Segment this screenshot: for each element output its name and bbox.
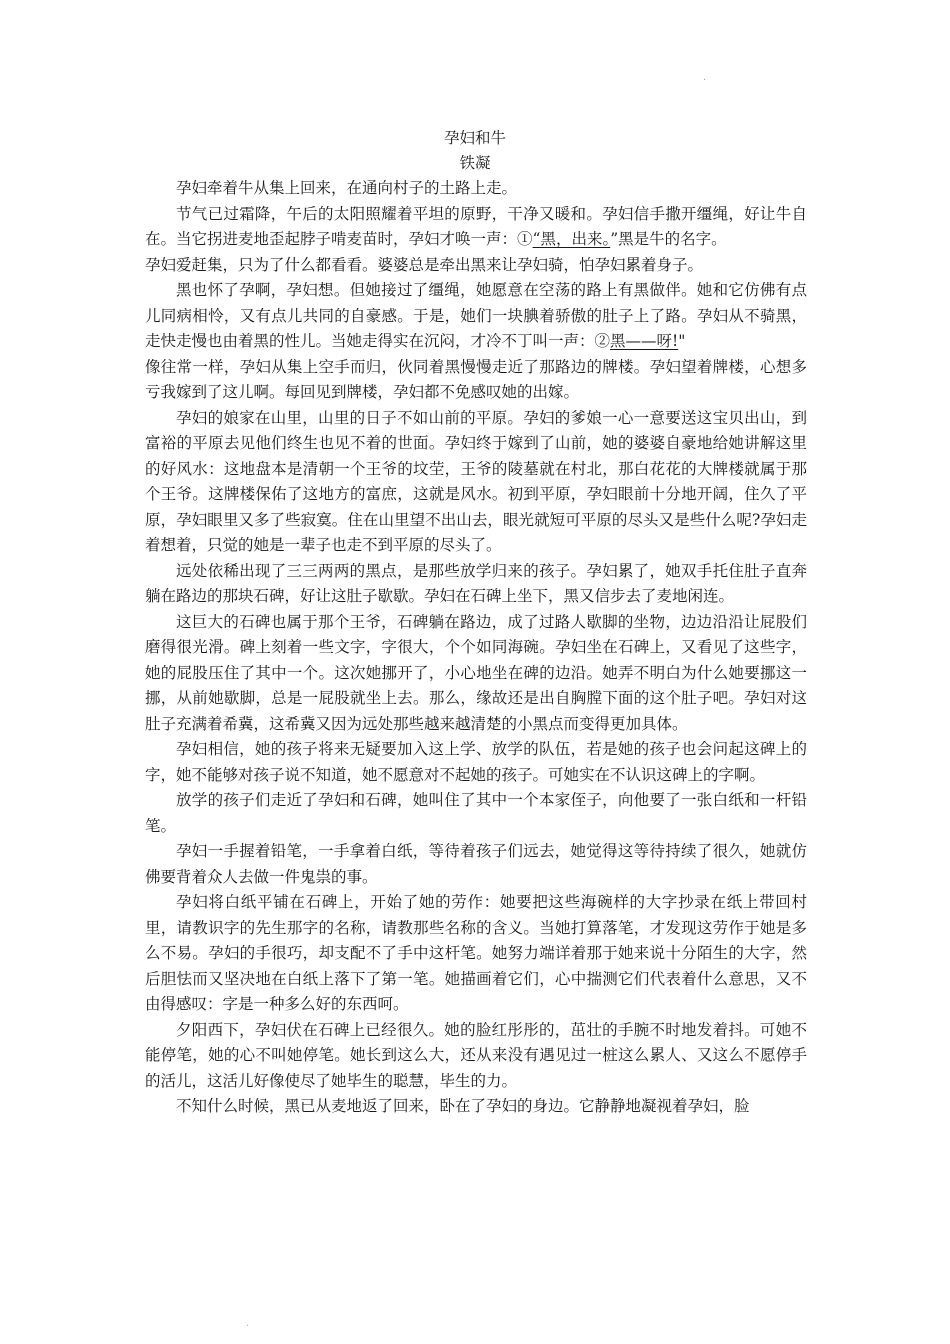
- paragraph: [145, 788, 807, 839]
- paragraph: [145, 253, 807, 279]
- paragraph: [145, 1094, 807, 1120]
- underlined-quote: 黑——呀!: [610, 332, 679, 350]
- paragraph: [145, 890, 807, 1018]
- paragraph-text: 放学的孩子们走近了孕妇和石碑，她叫住了其中一个本家侄子，向他要了一张白纸和一杆铅笔。: [145, 791, 807, 835]
- paragraph-text: 节气已过霜降，午后的太阳照耀着平坦的原野，干净又暖和。孕妇信手撒开缰绳，好让牛自在。当它拐进麦地歪起脖子啃麦苗时，孕妇才唤一声：①: [145, 204, 807, 248]
- paragraph: [145, 278, 807, 355]
- article-body: [145, 176, 807, 1120]
- paragraph-text: 远处依稀出现了三三两两的黑点，是那些放学归来的孩子。孕妇累了，她双手托住肚子直奔躺在路边的那块石碑，好让这肚子歇歇。孕妇在石碑上坐下，黑又信步去了麦地闲连。: [145, 561, 807, 605]
- paragraph-text: 孕妇一手握着铅笔，一手拿着白纸，等待着孩子们远去，她觉得这等待持续了很久，她就仿佛要背着众人去做一件鬼祟的事。: [145, 842, 807, 886]
- paragraph-text: 夕阳西下，孕妇伏在石碑上已经很久。她的脸红彤彤的，茁壮的手腕不时地发着抖。可她不能停笔，她的心不叫她停笔。她长到这么大，还从来没有遇见过一桩这么累人、又这么不愿停手的活儿，这活儿好像使尽了她毕生的聪慧，毕生的力。: [145, 1020, 807, 1090]
- paragraph-text: ”黑是牛的名字。: [610, 230, 727, 248]
- paragraph: [145, 559, 807, 610]
- paragraph-text: 孕妇相信，她的孩子将来无疑要加入这上学、放学的队伍，若是她的孩子也会问起这碑上的字，她不能够对孩子说不知道，她不愿意对不起她的孩子。可她实在不认识这碑上的字啊。: [145, 740, 807, 784]
- paragraph-text: 孕妇牵着牛从集上回来，在通向村子的土路上走。: [176, 179, 518, 197]
- paragraph-text: ": [678, 332, 686, 350]
- paragraph: [145, 737, 807, 788]
- paragraph-text: 孕妇将白纸平铺在石碑上，开始了她的劳作：她要把这些海碗样的大字抄录在纸上带回村里，请教识字的先生那字的名称，请教那些名称的含义。当她打算落笔，才发现这劳作于她是多么不易。孕妇的手很巧，却支配不了手中这杆笔。她努力端详着那于她来说十分陌生的大字，然后胆怯而又坚决地在白纸上落下了第一笔。她描画着它们，心中揣测它们代表着什么意思，又不由得感叹：字是一种多么好的东西呵。: [145, 893, 807, 1013]
- paragraph: [145, 406, 807, 559]
- paragraph-text: 像往常一样，孕妇从集上空手而归，伙同着黑慢慢走近了那路边的牌楼。孕妇望着牌楼，心想多亏我嫁到了这儿啊。每回见到牌楼，孕妇都不免感叹她的出嫁。: [145, 357, 807, 401]
- paragraph: [145, 176, 807, 202]
- corner-mark: .: [703, 72, 707, 83]
- paragraph: [145, 202, 807, 253]
- underlined-quote: “黑，出来。: [532, 230, 611, 248]
- paragraph-text: 孕妇爱赶集，只为了什么都看看。婆婆总是牵出黑来让孕妇骑，怕孕妇累着身子。: [145, 255, 704, 274]
- paragraph-text: 这巨大的石碑也属于那个王爷，石碑躺在路边，成了过路人歇脚的坐物，边边沿沿让屁股们磨得很光滑。碑上刻着一些文字，字很大，个个如同海碗。孕妇坐在石碑上，又看见了这些字，她的屁股压住了其中一个。这次她挪开了，小心地坐在碑的边沿。她弄不明白为什么她要挪这一挪，从前她歇脚，总是一屁股就坐上去。那么，缘故还是出自胸膛下面的这个肚子吧。孕妇对这肚子充满着希冀，这希冀又因为远处那些越来越清楚的小黑点而变得更加具体。: [145, 612, 807, 733]
- paragraph: [145, 839, 807, 890]
- paragraph: [145, 1018, 807, 1095]
- paragraph-text: 黑也怀了孕啊，孕妇想。但她接过了缰绳，她愿意在空荡的路上有黑做伴。她和它仿佛有点儿同病相怜，又有点儿共同的自豪感。于是，她们一块腆着骄傲的肚子上了路。孕妇从不骑黑，走快走慢也由着黑的性儿。当她走得实在沉闷，才冷不丁叫一声：②: [145, 281, 807, 350]
- paragraph: [145, 355, 807, 406]
- paragraph-text: 不知什么时候，黑已从麦地返了回来，卧在了孕妇的身边。它静静地凝视着孕妇，脸: [176, 1097, 750, 1115]
- paragraph-text: 孕妇的娘家在山里，山里的日子不如山前的平原。孕妇的爹娘一心一意要送这宝贝出山，到富裕的平原去见他们终生也见不着的世面。孕妇终于嫁到了山前，她的婆婆自豪地给她讲解这里的好风水：这地盘本是清朝一个王爷的坟茔，王爷的陵墓就在村北，那白花花的大牌楼就属于那个王爷。这牌楼保佑了这地方的富庶，这就是风水。初到平原，孕妇眼前十分地开阔，住久了平原，孕妇眼里又多了些寂寞。住在山里望不出山去，眼光就短可平原的尽头又是些什么呢?孕妇走着想着，只觉的她是一辈子也走不到平原的尽头了。: [145, 408, 807, 554]
- article-author: 铁凝: [459, 154, 491, 172]
- article-title: 孕妇和牛: [443, 129, 506, 147]
- bottom-mark: .: [246, 1318, 250, 1329]
- paragraph: [145, 610, 807, 738]
